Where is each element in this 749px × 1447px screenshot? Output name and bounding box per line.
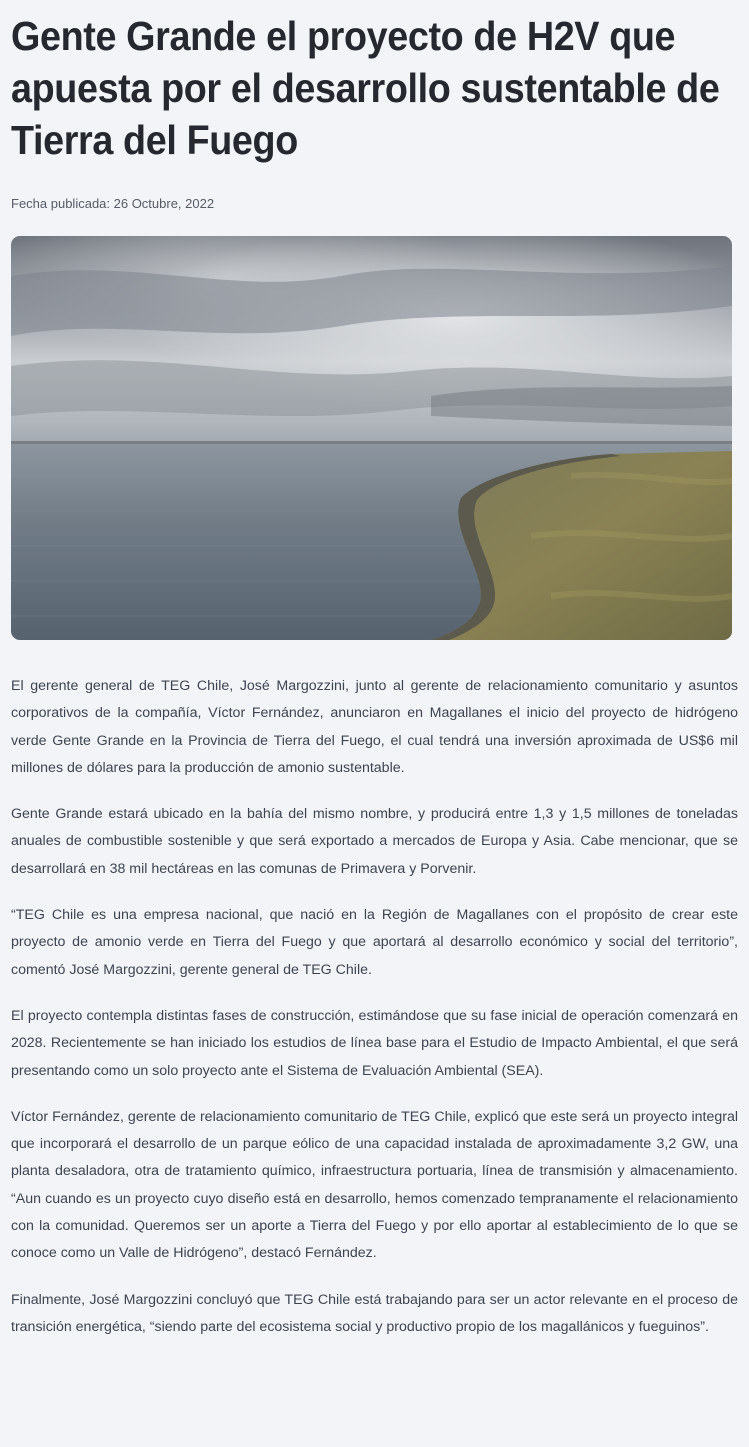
paragraph-5: Víctor Fernández, gerente de relacionamiento comunitario de TEG Chile, explicó que este será un proyecto integral que incorporará el desarrollo de un parque eólico de una capacidad instalada de aproximadamente 3,2 GW, una planta desaladora, otra de tratamiento químico, infraestructura portuaria, línea de transmisión y almacenamiento. “Aun cuando es un proyecto cuyo diseño está en desarrollo, hemos comenzado tempranamente el relacionamiento con la comunidad. Queremos ser un aporte a Tierra del Fuego y por ello aportar al establecimiento de lo que se conoce como un Valle de Hidrógeno”, destacó Fernández. [11,1108,738,1262]
article-body [11,673,738,1341]
paragraph-2: Gente Grande estará ubicado en la bahía del mismo nombre, y producirá entre 1,3 y 1,5 millones de toneladas anuales de combustible sostenible y que será exportado a mercados de Europa y Asia. Cabe mencionar, que se desarrollará en 38 mil hectáreas en las comunas de Primavera y Porvenir. [11,806,738,877]
paragraph-6: Finalmente, José Margozzini concluyó que TEG Chile está trabajando para ser un actor relevante en el proceso de transición energética, “siendo parte del ecosistema social y productivo propio de los magallánicos y fueguinos”. [11,1291,738,1335]
article-title: Gente Grande el proyecto de H2V que apuesta por el desarrollo sustentable de Tierra del Fuego [11,13,720,163]
paragraph-1: El gerente general de TEG Chile, José Margozzini, junto al gerente de relacionamiento comunitario y asuntos corporativos de la compañía, Víctor Fernández, anunciaron en Magallanes el inicio del proyecto de hidrógeno verde Gente Grande en la Provincia de Tierra del Fuego, el cual tendrá una inversión aproximada de US$6 mil millones de dólares para la producción de amonio sustentable. [11,678,738,776]
coastline-landscape-image [11,236,732,640]
publish-date: Fecha publicada: 26 Octubre, 2022 [11,196,215,211]
paragraph-4: El proyecto contempla distintas fases de construcción, estimándose que su fase inicial de operación comenzará en 2028. Recientemente se han iniciado los estudios de línea base para el Estudio de Impacto Ambiental, el que será presentando como un solo proyecto ante el Sistema de Evaluación Ambiental (SEA). [11,1007,738,1079]
paragraph-3: “TEG Chile es una empresa nacional, que nació en la Región de Magallanes con el propósito de crear este proyecto de amonio verde en Tierra del Fuego y que aportará al desarrollo económico y social del territorio”, comentó José Margozzini, gerente general de TEG Chile. [11,907,738,978]
hero-image [11,236,732,640]
